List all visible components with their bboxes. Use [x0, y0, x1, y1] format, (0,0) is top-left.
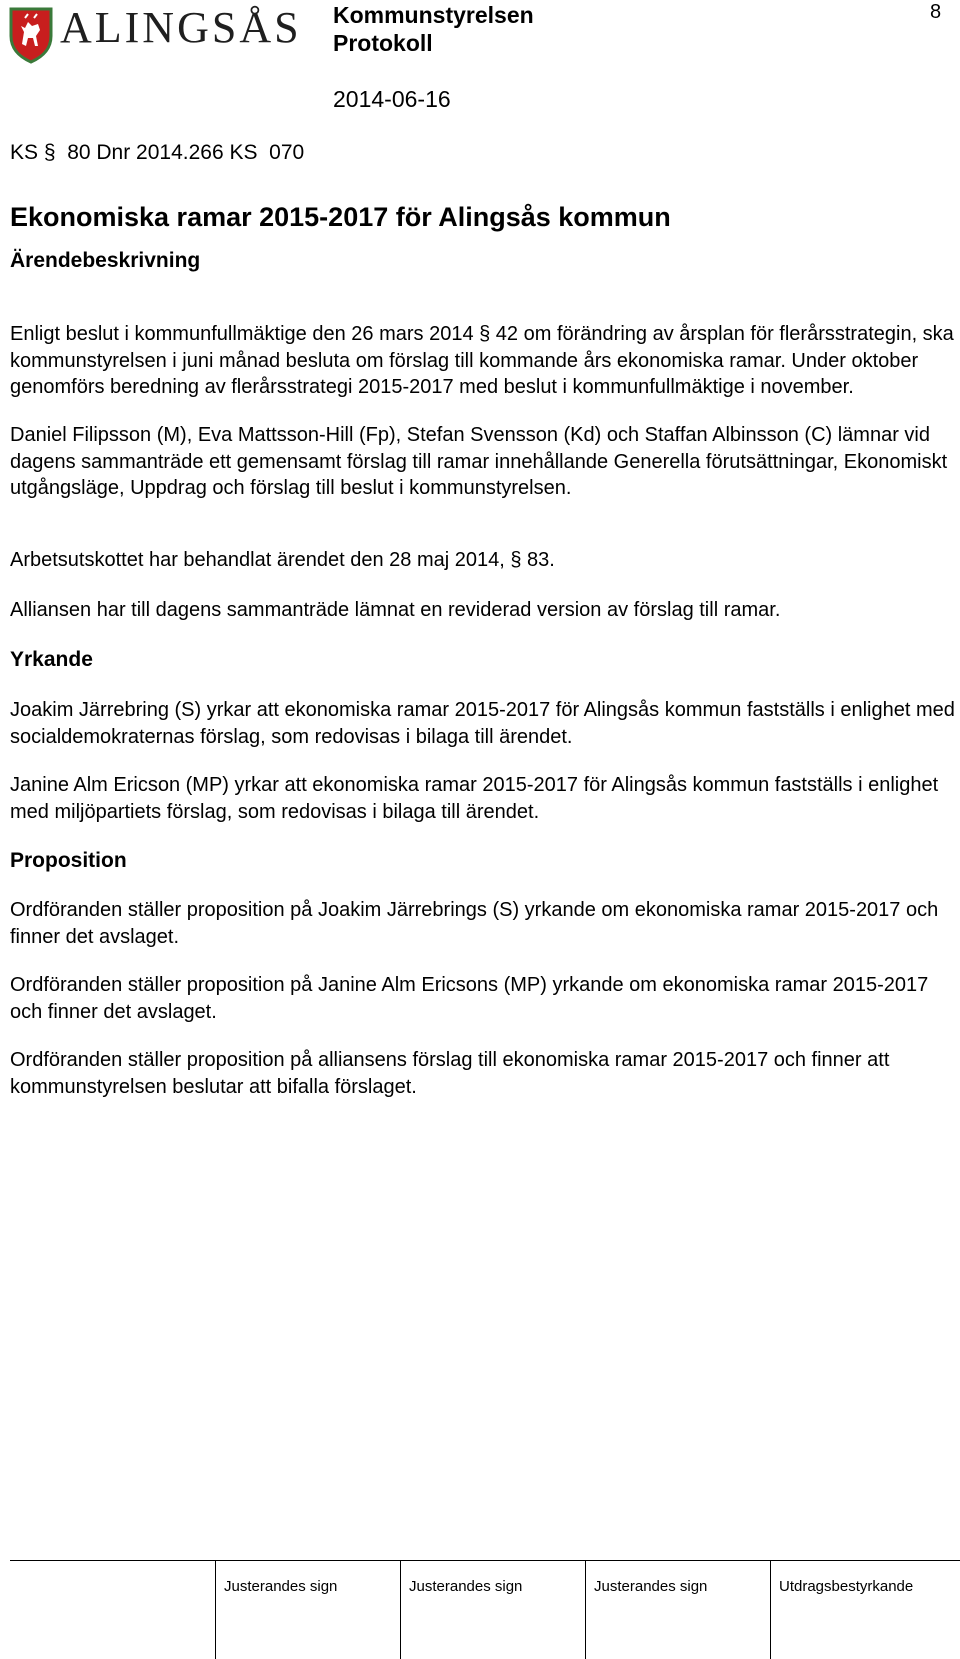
signature-label-2: Justerandes sign: [409, 1578, 523, 1595]
extract-certification-field: [770, 1560, 960, 1659]
signature-field-2: [400, 1560, 585, 1659]
logo-wordmark: ALINGSÅS: [60, 3, 302, 52]
proposition-paragraph-1: Ordföranden ställer proposition på Joakim Järrebrings (S) yrkande om ekonomiska ramar 2015-2017 och finner det avslaget.: [10, 899, 939, 948]
alingsas-logo: [8, 3, 302, 66]
header-title: Kommunstyrelsen: [333, 2, 534, 28]
yrkande-paragraph-2: Janine Alm Ericson (MP) yrkar att ekonomiska ramar 2015-2017 för Alingsås kommun fastställs i enlighet med miljöpartiets förslag, som redovisas i bilaga till ärendet.: [10, 774, 939, 823]
description-paragraph-4: Alliansen har till dagens sammanträde lämnat en reviderad version av förslag till ramar.: [10, 599, 781, 621]
description-paragraph-3: Arbetsutskottet har behandlat ärendet den 28 maj 2014, § 83.: [10, 549, 555, 571]
proposition-paragraph-3: Ordföranden ställer proposition på alliansens förslag till ekonomiska ramar 2015-2017 och finner att kommunstyrelsen beslutar att bifalla förslaget.: [10, 1049, 890, 1098]
extract-certification-label: Utdragsbestyrkande: [779, 1578, 914, 1595]
header-subtitle: Protokoll: [333, 30, 433, 56]
signature-field-3: [585, 1560, 770, 1659]
header-date: 2014-06-16: [333, 86, 451, 112]
signature-label-3: Justerandes sign: [594, 1578, 708, 1595]
page-title: Ekonomiska ramar 2015-2017 för Alingsås kommun: [10, 202, 671, 232]
proposition-heading: Proposition: [10, 849, 127, 872]
yrkande-paragraph-1: Joakim Järrebring (S) yrkar att ekonomiska ramar 2015-2017 för Alingsås kommun fastställs i enlighet med socialdemokraternas förslag, som redovisas i bilaga till ärendet.: [10, 699, 955, 748]
signature-label-1: Justerandes sign: [224, 1578, 338, 1595]
page-number: 8: [930, 1, 942, 23]
case-reference: KS § 80 Dnr 2014.266 KS 070: [10, 141, 305, 164]
signature-field-1: [215, 1560, 400, 1659]
description-paragraph-2: Daniel Filipsson (M), Eva Mattsson-Hill (Fp), Stefan Svensson (Kd) och Staffan Albinsson (C) lämnar vid dagens sammanträde ett gemensamt förslag till ramar innehållande Generella förutsättningar, Ekonomiskt utgångsläge, Uppdrag och förslag till beslut i kommunstyrelsen.: [10, 424, 948, 499]
description-heading: Ärendebeskrivning: [10, 249, 201, 272]
description-paragraph-1: Enligt beslut i kommunfullmäktige den 26 mars 2014 § 42 om förändring av årsplan för flerårsstrategin, ska kommunstyrelsen i juni månad besluta om förslag till kommande års ekonomiska ramar. Under oktober genomförs beredning av flerårsstrategi 2015-2017 med beslut i kommunfullmäktige i november.: [10, 323, 954, 398]
proposition-paragraph-2: Ordföranden ställer proposition på Janine Alm Ericsons (MP) yrkande om ekonomiska ramar 2015-2017 och finner det avslaget.: [10, 974, 929, 1023]
yrkande-heading: Yrkande: [10, 648, 93, 671]
coat-of-arms-icon: [8, 6, 54, 64]
